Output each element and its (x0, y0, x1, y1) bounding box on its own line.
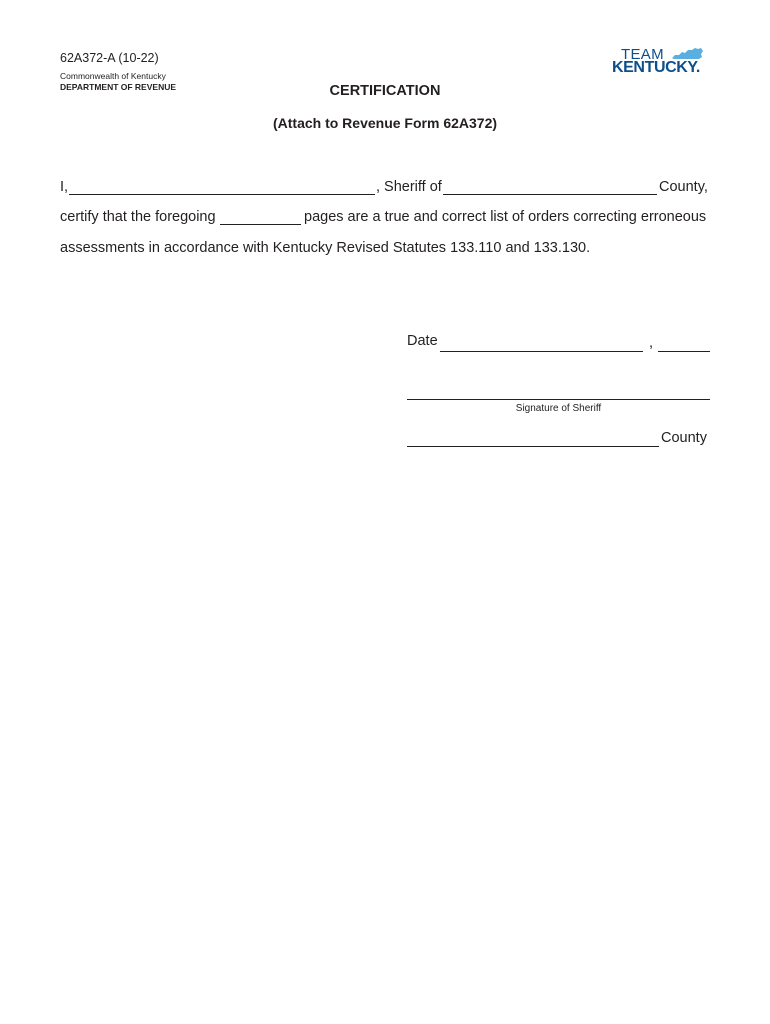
page-count-field[interactable] (220, 224, 301, 225)
sheriff-name-field[interactable] (69, 194, 375, 195)
agency-name: Commonwealth of Kentucky (60, 71, 166, 81)
county-name-field[interactable] (443, 194, 657, 195)
department-name: DEPARTMENT OF REVENUE (60, 82, 177, 92)
county-signature-field[interactable] (407, 446, 659, 447)
line2-suffix: pages are a true and correct list of orders correcting erroneous (304, 209, 707, 225)
line1-middle: , Sheriff of (376, 179, 442, 195)
logo-word-kentucky: KENTUCKY. (612, 59, 700, 76)
line1-suffix: County, (659, 179, 708, 195)
line1-prefix: I, (60, 179, 69, 195)
date-comma: , (649, 335, 654, 351)
year-field[interactable] (658, 351, 710, 352)
logo-word-team: TEAM (621, 46, 664, 63)
signature-caption: Signature of Sheriff (515, 403, 602, 414)
date-field[interactable] (440, 351, 643, 352)
line3-text: assessments in accordance with Kentucky Revised Statutes 133.110 and 133.130. (60, 240, 591, 256)
document-subtitle: (Attach to Revenue Form 62A372) (272, 115, 498, 131)
date-label: Date (407, 333, 438, 349)
signature-field[interactable] (407, 399, 710, 400)
county-label: County (661, 430, 707, 446)
form-number: 62A372-A (10-22) (60, 51, 159, 65)
document-title: CERTIFICATION (329, 83, 441, 99)
team-kentucky-logo (612, 46, 712, 78)
line2-prefix: certify that the foregoing (60, 209, 216, 225)
